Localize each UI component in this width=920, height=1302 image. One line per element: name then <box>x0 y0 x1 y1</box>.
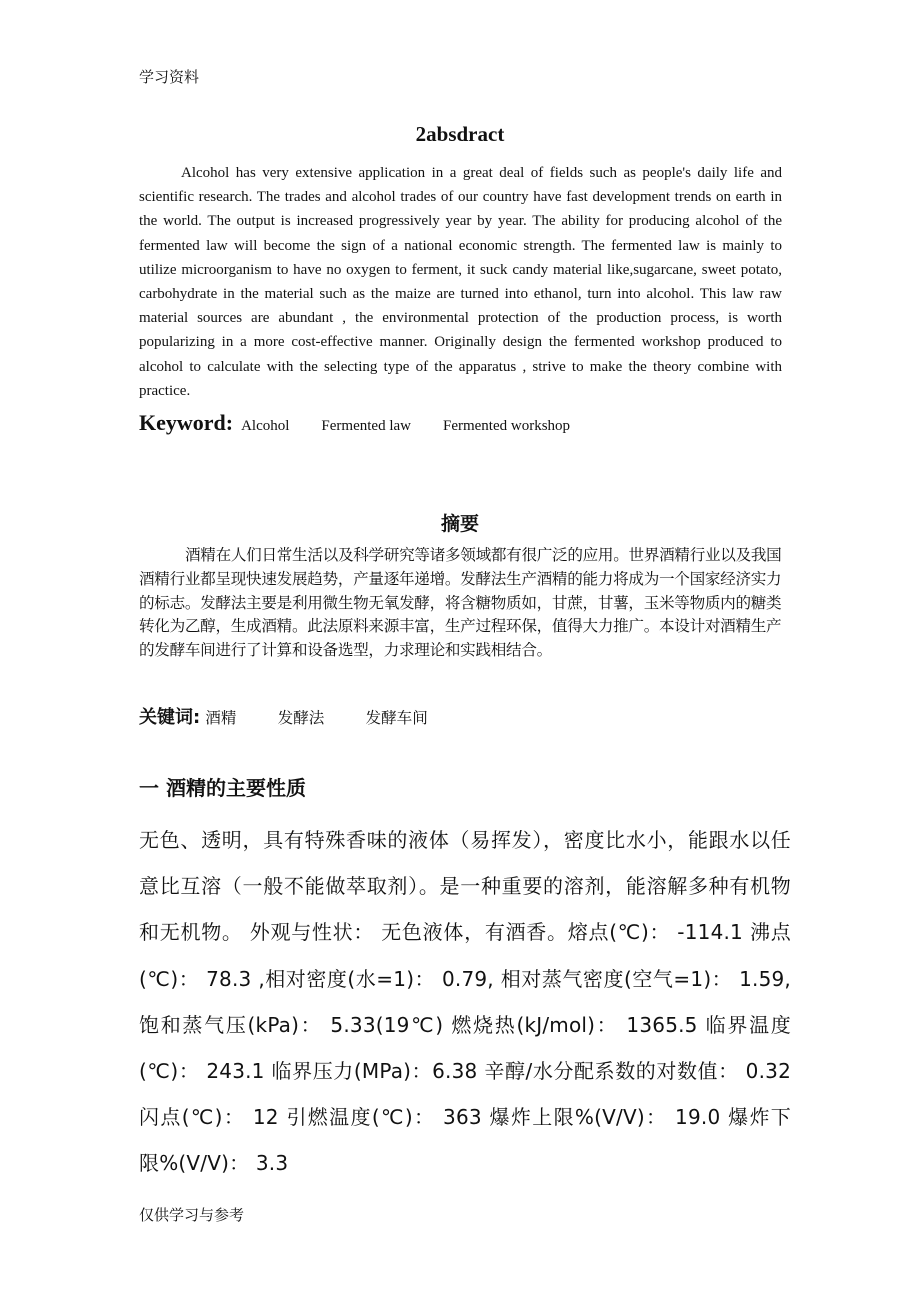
chinese-abstract-body: 酒精在人们日常生活以及科学研究等诸多领域都有很广泛的应用。世界酒精行业以及我国酒精行业都呈现快速发展趋势，产量逐年递增。发酵法生产酒精的能力将成为一个国家经济实力的标志。发酵法主要是利用微生物无氧发酵，将含糖物质如，甘蔗，甘薯，玉米等物质内的糖类转化为乙醇，生成酒精。此法原料来源丰富，生产过程环保，值得大力推广。本设计对酒精生产的发酵车间进行了计算和设备选型，力求理论和实践相结合。 <box>139 546 782 660</box>
header-note: 学习资料 <box>139 68 200 86</box>
chinese-keyword-3: 发酵车间 <box>365 709 428 727</box>
english-abstract-title: 2absdract <box>415 122 505 146</box>
chinese-keyword-2: 发酵法 <box>277 709 325 727</box>
chinese-keyword-1: 酒精 <box>205 709 237 727</box>
section-body: 无色、透明，具有特殊香味的液体（易挥发），密度比水小，能跟水以任意比互溶（一般不能做萃取剂）。是一种重要的溶剂，能溶解多种有机物和无机物。 外观与性状： 无色液体，有酒香。熔点(℃)： -114.1 沸点(℃)： 78.3 ,相对密度(水=1)： 0.79, 相对蒸气密度(空气=1)： 1.59, 饱和蒸气压(kPa)： 5.33(19℃) 燃烧热(kJ/mol)： 1365.5 临界温度(℃)： 243.1 临界压力(MPa)：6.38 辛醇/水分配系数的对数值： 0.32 闪点(℃)： 12 引燃温度(℃)： 363 爆炸上限%(V/V)： 19.0 爆炸下限%(V/V)： 3.3 <box>139 828 791 1176</box>
chinese-keyword-label: 关键词: <box>139 707 201 728</box>
english-keyword-1: Alcohol <box>241 418 290 434</box>
english-keywords <box>139 410 598 436</box>
chinese-keywords <box>139 703 464 729</box>
footer-note: 仅供学习与参考 <box>139 1206 245 1224</box>
english-keyword-3: Fermented workshop <box>442 418 571 434</box>
english-keyword-2: Fermented law <box>321 418 411 434</box>
chinese-abstract-title: 摘要 <box>440 513 479 535</box>
section-heading: 一 酒精的主要性质 <box>139 776 306 800</box>
english-keyword-label: Keyword: <box>139 410 234 435</box>
english-abstract-body: Alcohol has very extensive application in a great deal of fields such as people's daily life and scientific research. The trades and alcohol trades of our country have fast development trends on earth in the world. The output is increased progressively year by year. The ability for producing alcohol of the fermented law will become the sign of a national economic strength. The fermented law is mainly to utilize microorganism to have no oxygen to ferment, it suck candy material like,sugarcane, sweet potato, carbohydrate in the material such as the maize are turned into ethanol, turn into alcohol. This law raw material sources are abundant , the environmental protection of the production process, is worth popularizing in a more cost-effective manner. Originally design the fermented workshop produced to alcohol to calculate with the selecting type of the apparatus , strive to make the theory combine with practice. <box>139 165 782 399</box>
